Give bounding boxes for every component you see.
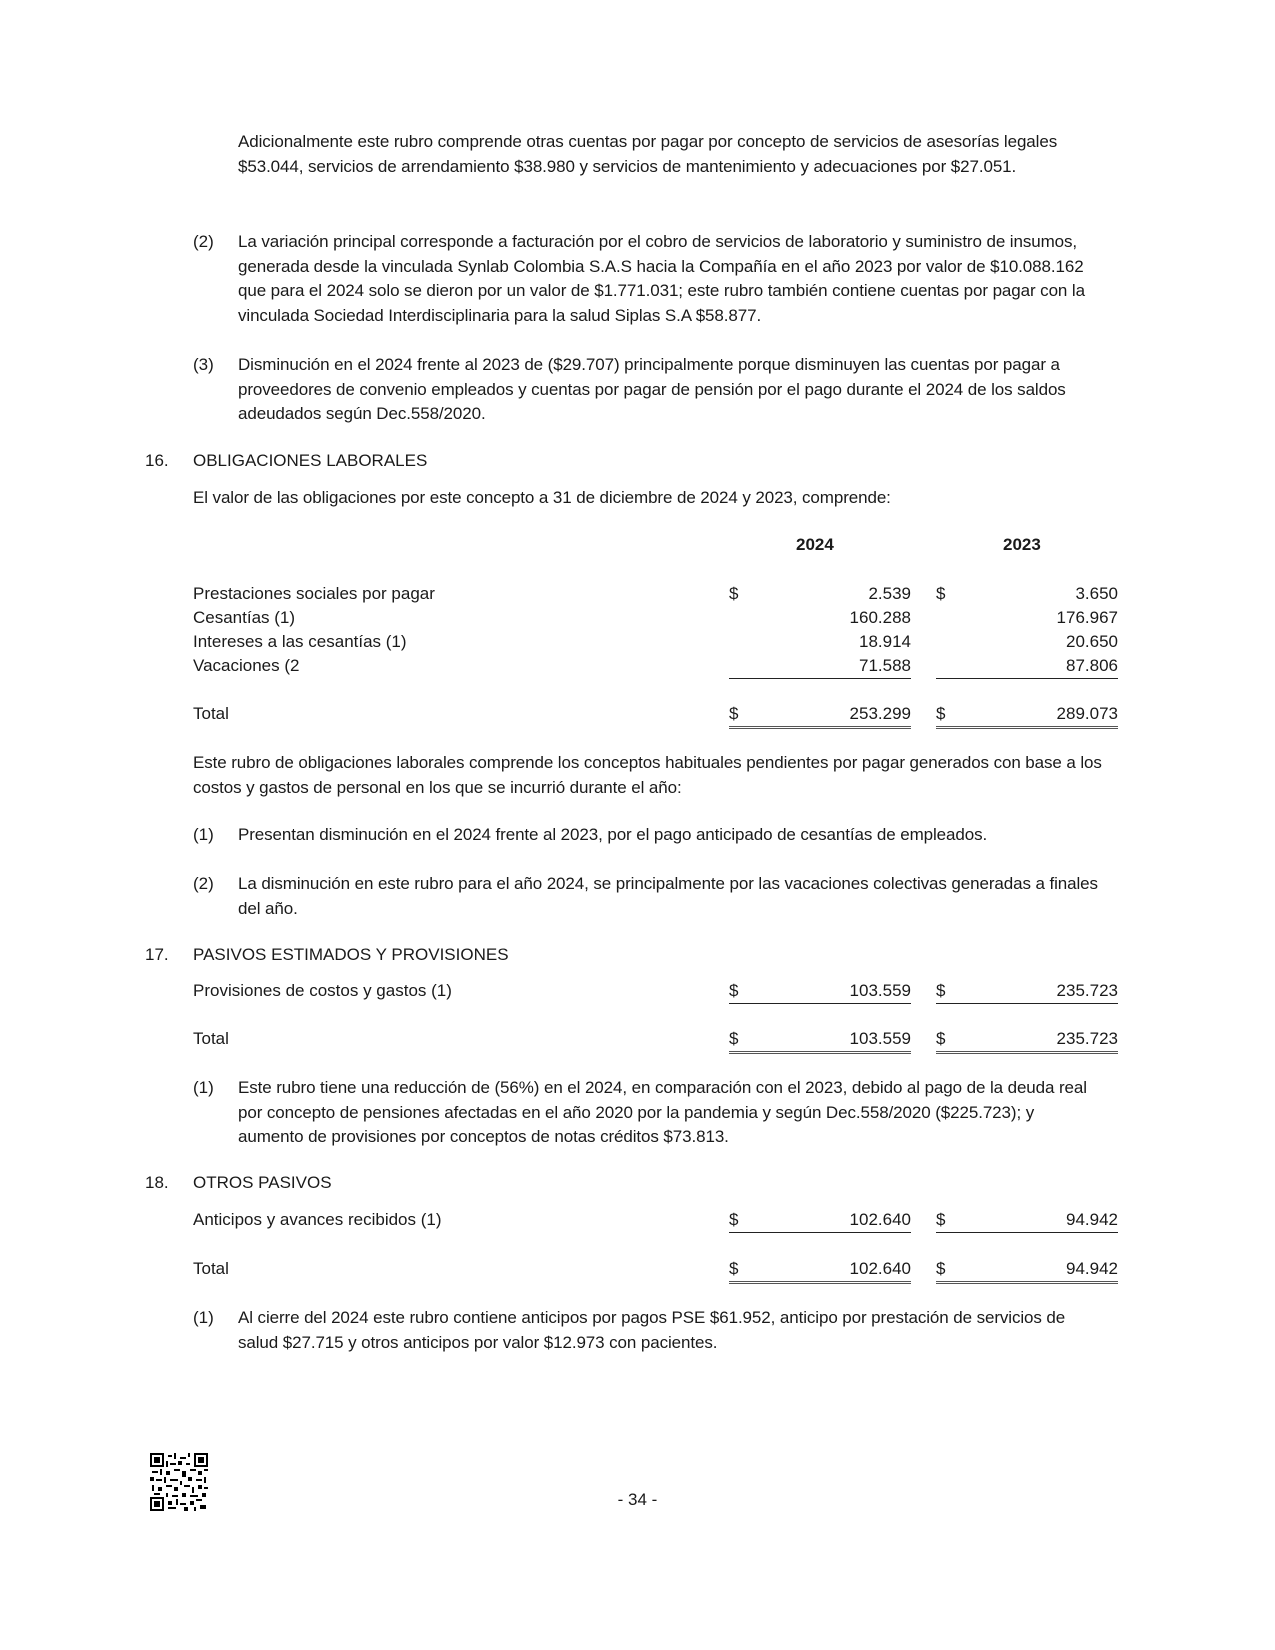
value-2023: 176.967 (1056, 608, 1118, 627)
value-2024: 2.539 (868, 584, 911, 603)
value-2023: 20.650 (1066, 632, 1118, 651)
total-row (193, 1027, 1118, 1051)
section-number: 18. (145, 1173, 169, 1192)
value-2023: 87.806 (1066, 656, 1118, 675)
currency-symbol: $ (936, 704, 946, 723)
row-label: Total (193, 704, 229, 723)
page-number: - 34 - (617, 1490, 658, 1509)
table-row (193, 606, 1118, 630)
currency-symbol: $ (936, 1029, 946, 1048)
section-title: OTROS PASIVOS (193, 1173, 332, 1192)
section-number: 17. (145, 945, 169, 964)
section-title: PASIVOS ESTIMADOS Y PROVISIONES (193, 945, 509, 964)
value-2024: 160.288 (849, 608, 911, 627)
row-label: Prestaciones sociales por pagar (193, 584, 435, 603)
total-2024: 253.299 (849, 704, 911, 723)
total-row (193, 1257, 1118, 1281)
total-row (193, 702, 1118, 726)
currency-symbol: $ (729, 981, 739, 1000)
value-2024: 102.640 (849, 1210, 911, 1229)
note-text: La variación principal corresponde a facturación por el cobro de servicios de laboratorio y suministro de insumos, generada desde la vinculada Synlab Colombia S.A.S hacia la Compañía en el año 2023 por valor de $10.088.162 que para el 2024 solo se dieron por un valor de $1.771.031; este rubro también contiene cuentas por pagar con la vinculada Sociedad Interdisciplinaria para la salud Siplas S.A $58.877. (238, 232, 1085, 325)
currency-symbol: $ (729, 704, 739, 723)
currency-symbol: $ (729, 1259, 739, 1278)
currency-symbol: $ (729, 1029, 739, 1048)
value-2024: 18.914 (859, 632, 911, 651)
intro-paragraph: Adicionalmente este rubro comprende otras cuentas por pagar por concepto de servicios de asesorías legales $53.044, servicios de arrendamiento $38.980 y servicios de mantenimiento y adecuaciones por $27.051. (238, 132, 1058, 176)
note-number: (1) (193, 1078, 214, 1097)
section-intro: El valor de las obligaciones por este concepto a 31 de diciembre de 2024 y 2023, comprende: (193, 488, 891, 507)
table-row (193, 1208, 1118, 1232)
note-text: Disminución en el 2024 frente al 2023 de ($29.707) principalmente porque disminuyen las cuentas por pagar a proveedores de convenio empleados y cuentas por pagar de pensión por el pago durante el 2024 de los saldos adeudados según Dec.558/2020. (238, 355, 1066, 423)
currency-symbol: $ (729, 1210, 739, 1229)
note-number: (1) (193, 825, 214, 844)
row-label: Intereses a las cesantías (1) (193, 632, 407, 651)
value-2023: 3.650 (1075, 584, 1118, 603)
note-text: Este rubro tiene una reducción de (56%) en el 2024, en comparación con el 2023, debido al pago de la deuda real por concepto de pensiones afectadas en el año 2020 por la pandemia y según Dec.558/2020 ($225.723); y aumento de provisiones por conceptos de notas créditos $73.813. (238, 1078, 1087, 1146)
row-label: Total (193, 1029, 229, 1048)
total-2024: 103.559 (849, 1029, 911, 1048)
column-header-2023: 2023 (1003, 535, 1041, 554)
section-number: 16. (145, 451, 169, 470)
note-text: Al cierre del 2024 este rubro contiene anticipos por pagos PSE $61.952, anticipo por prestación de servicios de salud $27.715 y otros anticipos por valor $12.973 con pacientes. (238, 1308, 1066, 1352)
value-2024: 103.559 (849, 981, 911, 1000)
note-text: Presentan disminución en el 2024 frente al 2023, por el pago anticipado de cesantías de empleados. (238, 825, 988, 844)
note-text: La disminución en este rubro para el año 2024, se principalmente por las vacaciones colectivas generadas a finales del año. (238, 874, 1098, 918)
table-row (193, 630, 1118, 654)
note-number: (2) (193, 232, 214, 251)
row-label: Vacaciones (2 (193, 656, 300, 675)
note-number: (2) (193, 874, 214, 893)
table-row (193, 979, 1118, 1003)
total-2023: 235.723 (1056, 1029, 1118, 1048)
table-row (193, 654, 1118, 678)
note-number: (1) (193, 1308, 214, 1327)
row-label: Cesantías (1) (193, 608, 296, 627)
table-row (193, 582, 1118, 606)
value-2024: 71.588 (859, 656, 911, 675)
row-label: Total (193, 1259, 229, 1278)
currency-symbol: $ (936, 981, 946, 1000)
value-2023: 94.942 (1066, 1210, 1118, 1229)
total-2023: 94.942 (1066, 1259, 1118, 1278)
column-header-2024: 2024 (796, 535, 834, 554)
section-title: OBLIGACIONES LABORALES (193, 451, 428, 470)
currency-symbol: $ (936, 1210, 946, 1229)
row-label: Anticipos y avances recibidos (1) (193, 1210, 442, 1229)
currency-symbol: $ (936, 1259, 946, 1278)
section-explanation: Este rubro de obligaciones laborales comprende los conceptos habituales pendientes por pagar generados con base a los costos y gastos de personal en los que se incurrió durante el año: (193, 753, 1102, 797)
currency-symbol: $ (729, 584, 739, 603)
row-label: Provisiones de costos y gastos (1) (193, 981, 452, 1000)
currency-symbol: $ (936, 584, 946, 603)
note-number: (3) (193, 355, 214, 374)
total-2023: 289.073 (1056, 704, 1118, 723)
total-2024: 102.640 (849, 1259, 911, 1278)
value-2023: 235.723 (1056, 981, 1118, 1000)
